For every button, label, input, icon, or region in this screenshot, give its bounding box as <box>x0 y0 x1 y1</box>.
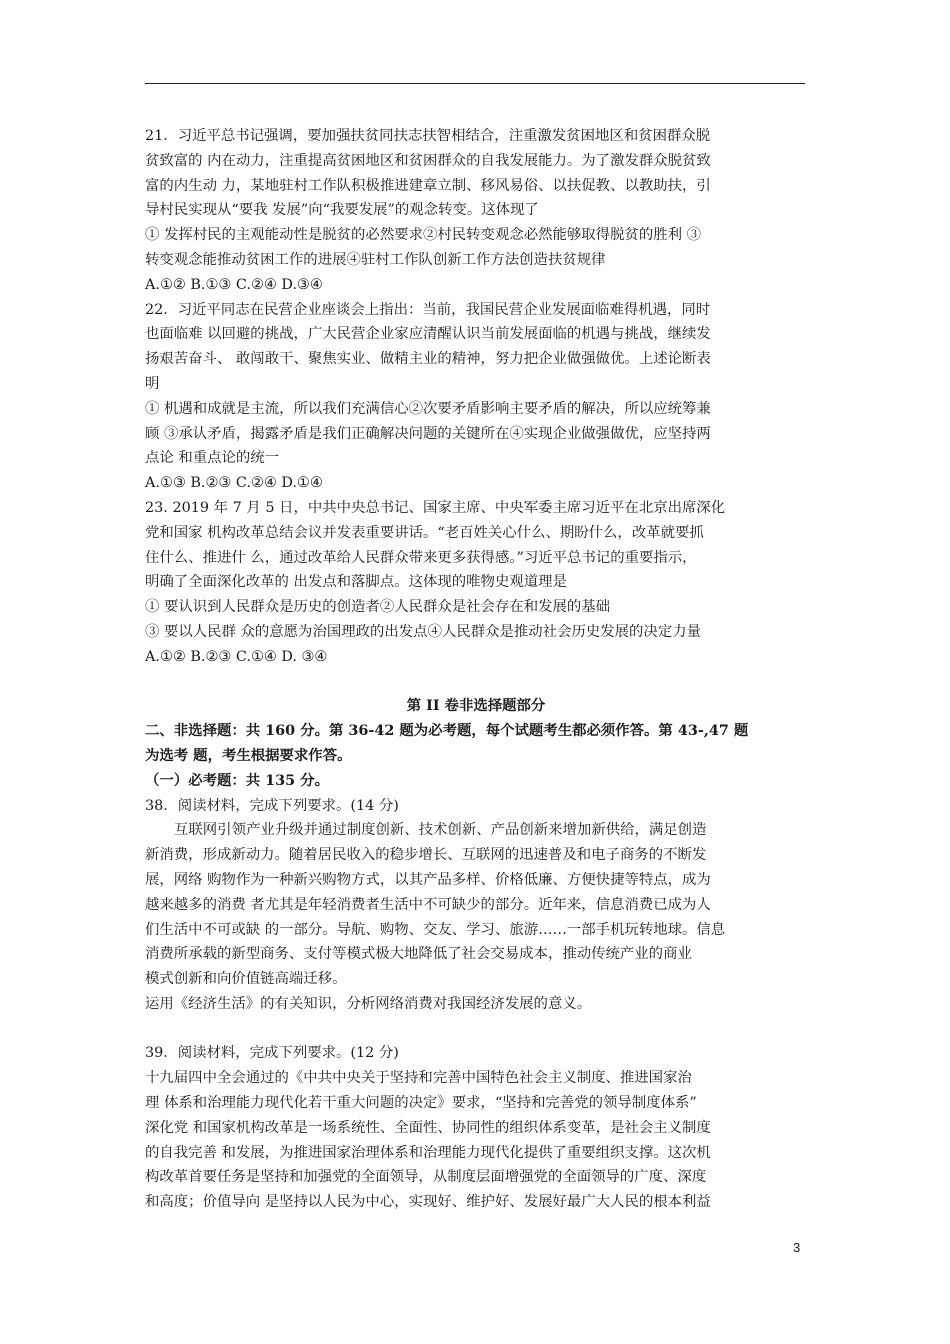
q21-line: 富的内生动 力，某地驻村工作队积极推进建章立制、移风易俗、以扶促教、以教助扶，引 <box>145 177 711 194</box>
q39-para-line: 的自我完善 和发展，为推进国家治理体系和治理能力现代化提供了重要组织支撑。这次机 <box>145 1144 711 1161</box>
section-sub-heading: （一）必考题：共 135 分。 <box>145 771 329 789</box>
question-23 <box>145 496 807 670</box>
q21-line: 21．习近平总书记强调，要加强扶贫同扶志扶智相结合，注重激发贫困地区和贫困群众脱 <box>145 128 711 144</box>
question-39 <box>145 1041 807 1215</box>
q21-line: 导村民实现从“要我 发展”向“我要发展”的观念转变。这体现了 <box>145 202 539 219</box>
section-heading-line: 为选考 题，考生根据要求作答。 <box>145 746 352 764</box>
q38-para-line: 模式创新和向价值链高端迁移。 <box>145 971 347 988</box>
q39-para-line: 理 体系和治理能力现代化若干重大问题的决定》要求，“坚持和完善党的领导制度体系” <box>145 1095 697 1112</box>
q39-para-line: 十九届四中全会通过的《中共中央关于坚持和完善中国特色社会主义制度、推进国家治 <box>145 1070 692 1087</box>
q38-para-line: 消费所承载的新型商务、支付等模式极大地降低了社会交易成本，推动传统产业的商业 <box>145 946 692 963</box>
q23-line: ① 要认识到人民群众是历史的创造者②人民群众是社会存在和发展的基础 <box>145 599 611 616</box>
question-22 <box>145 298 807 496</box>
q23-line: ③ 要以人民群 众的意愿为治国理政的出发点④人民群众是推动社会历史发展的决定力量 <box>145 623 701 640</box>
spacer <box>145 1017 807 1042</box>
q23-line: 党和国家 机构改革总结会议并发表重要讲话。“老百姓关心什么、期盼什么，改革就要抓 <box>145 524 704 541</box>
q38-title: 38．阅读材料，完成下列要求。(14 分) <box>145 797 399 814</box>
q38-para-line: 们生活中不可或缺 的一部分。导航、购物、交友、学习、旅游……一部手机玩转地球。信息 <box>145 921 726 938</box>
spacer <box>145 670 807 695</box>
section-heading-line: 二、非选择题：共 160 分。第 36-42 题为必考题，每个试题考生都必须作答。第 43-,47 题 <box>145 722 749 740</box>
header-rule <box>145 83 805 84</box>
q38-para-line: 新消费，形成新动力。随着居民收入的稳步增长、互联网的迅速普及和电子商务的不断发 <box>145 847 707 864</box>
q23-options: A.①② B.②③ C.①④ D. ③④ <box>145 648 328 665</box>
section-title: 第 II 卷非选择题部分 <box>406 697 546 715</box>
q21-line: 转变观念能推动贫困工作的进展④驻村工作队创新工作方法创造扶贫规律 <box>145 251 606 268</box>
q39-para-line: 构改革首要任务是坚持和加强党的全面领导，从制度层面增强党的全面领导的广度、深度 <box>145 1169 707 1186</box>
q38-question: 运用《经济生活》的有关知识，分析网络消费对我国经济发展的意义。 <box>145 995 592 1012</box>
q22-line: 顾 ③承认矛盾，揭露矛盾是我们正确解决问题的关键所在④实现企业做强做优，应坚持两 <box>145 425 711 442</box>
q38-para-line: 越来越多的消费 者尤其是年轻消费者生活中不可缺少的部分。近年来，信息消费已成为人 <box>145 896 711 913</box>
q39-para-line: 和高度；价值导向 是坚持以人民为中心，实现好、维护好、发展好最广大人民的根本利益 <box>145 1194 711 1211</box>
q22-line: 也面临难 以回避的挑战，广大民营企业家应清醒认识当前发展面临的机遇与挑战，继续发 <box>145 326 711 343</box>
q22-line: 点论 和重点论的统一 <box>145 450 280 467</box>
q38-para-line: 展，网络 购物作为一种新兴购物方式，以其产品多样、价格低廉、方便快捷等特点，成为 <box>145 871 711 888</box>
page-content <box>145 124 807 1215</box>
q23-line: 明确了全面深化改革的 出发点和落脚点。这体现的唯物史观道理是 <box>145 574 567 591</box>
page-number: 3 <box>793 1240 801 1255</box>
q22-line: ① 机遇和成就是主流，所以我们充满信心②次要矛盾影响主要矛盾的解决，所以应统筹兼 <box>145 400 711 417</box>
section-ii <box>145 694 807 793</box>
q21-options: A.①② B.①③ C.②④ D.③④ <box>145 276 323 293</box>
q21-line: ① 发挥村民的主观能动性是脱贫的必然要求②村民转变观念必然能够取得脱贫的胜利 ③ <box>145 227 701 244</box>
q22-line: 扬艰苦奋斗、 敢闯敢干、聚焦实业、做精主业的精神，努力把企业做强做优。上述论断表 <box>145 351 711 368</box>
q21-line: 贫致富的 内在动力，注重提高贫困地区和贫困群众的自我发展能力。为了激发群众脱贫致 <box>145 152 711 169</box>
q39-title: 39．阅读材料，完成下列要求。(12 分) <box>145 1045 399 1062</box>
q39-para-line: 深化党 和国家机构改革是一场系统性、全面性、协同性的组织体系变革，是社会主义制度 <box>145 1119 711 1136</box>
question-38 <box>145 794 807 1017</box>
q22-options: A.①③ B.②③ C.②④ D.①④ <box>145 475 323 492</box>
q38-para-line: 互联网引领产业升级并通过制度创新、技术创新、产品创新来增加新供给，满足创造 <box>174 822 707 839</box>
q22-line: 明 <box>145 375 160 392</box>
q23-line: 住什么、推进什 么，通过改革给人民群众带来更多获得感。”习近平总书记的重要指示， <box>145 549 697 566</box>
q22-line: 22．习近平同志在民营企业座谈会上指出：当前，我国民营企业发展面临难得机遇，同时 <box>145 301 711 318</box>
question-21 <box>145 124 807 298</box>
q23-line: 23. 2019 年 7 月 5 日，中共中央总书记、国家主席、中央军委主席习近平在北京出席深化 <box>145 499 726 516</box>
